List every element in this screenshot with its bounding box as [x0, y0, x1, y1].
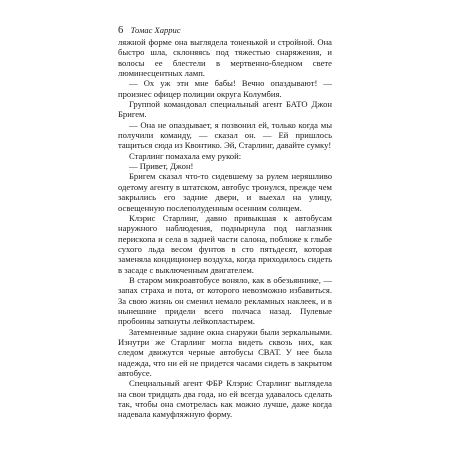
- running-head-author: Томас Харрис: [130, 25, 181, 35]
- paragraph: Бригем сказал что-то сидевшему за рулем неряшливо одетому агенту в штатском, автобус тронулся, прежде чем закрылись его задние двери, и выехал на улицу, освещенную послеполуденным осенним солнцем.: [118, 171, 332, 213]
- body-text: [118, 37, 332, 420]
- paragraph: Затемненные задние окна снаружи были зеркальными. Изнутри же Старлинг могла видеть сквозь них, как следом движутся черные автобусы СВАТ. У нее была надежда, что ни ей не придется часами сидеть в закрытом автобусе.: [118, 326, 332, 378]
- paragraph: — Привет, Джон!: [129, 161, 194, 172]
- paragraph: Клэрис Старлинг, давно привыкшая к автобусам наружного наблюдения, поднырнула под наглазник перископа и села в задней части салона, поближе к глыбе сухого льда весом фунтов в сто пятьдесят, которая заменяла кондиционер воздуха, когда приходилось сидеть в засаде с выключенным двигателем.: [118, 212, 332, 275]
- paragraph: В старом микроавтобусе воняло, как в обезьяннике, — запах страха и пота, от которого невозможно избавиться. За свою жизнь он сменил немало рекламных наклеек, и в нынешние придели всего полчаса назад. Пулевые пробоины заткнуты лейкопластырем.: [118, 274, 332, 327]
- paragraph: — Ох уж эти мне бабы! Вечно опаздывают! — произнес офицер полиции округа Колумбия.: [118, 78, 332, 99]
- running-head: [118, 24, 332, 37]
- book-page: [118, 24, 332, 420]
- paragraph: ляжной форме она выглядела тоненькой и стройной. Она быстро шла, склоняясь под тяжестью снаряжения, и волосы ее блестели в мертвенно-бледном свете люминесцентных ламп.: [118, 37, 332, 79]
- paragraph: Старлинг помахала ему рукой:: [129, 150, 242, 161]
- paragraph: — Она не опаздывает, я позвонил ей, только когда мы получили команду, — сказал он. — Ей пришлось тащиться сюда из Квонтико. Эй, Старлинг, давайте сумку!: [118, 119, 332, 151]
- paragraph: Специальный агент ФБР Клэрис Старлинг выглядела на свои тридцать два года, но ей всегда удавалось сделать так, чтобы она смотрелась как можно лучше, даже когда надевала камуфляжную форму.: [118, 378, 332, 420]
- page-number: 6: [118, 25, 124, 36]
- paragraph: Группой командовал специальный агент БАТО Джон Бригем.: [118, 99, 332, 120]
